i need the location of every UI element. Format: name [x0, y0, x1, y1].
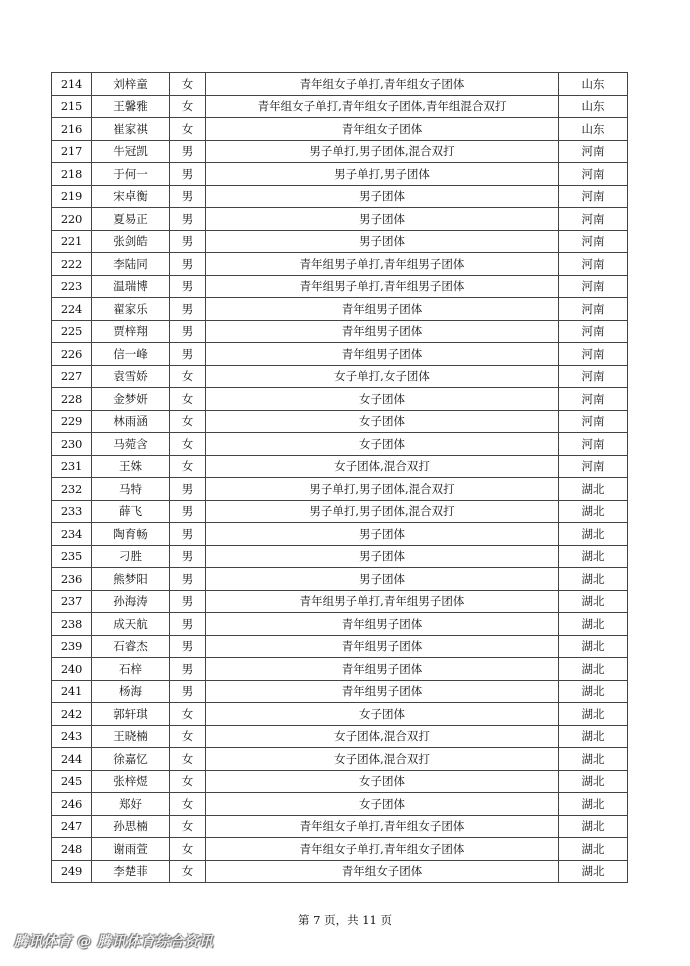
gender-cell: 男	[170, 275, 206, 298]
athlete-name-cell: 石睿杰	[92, 635, 170, 658]
table-row	[52, 73, 628, 96]
events-cell: 青年组女子团体	[206, 118, 559, 141]
row-number-cell: 246	[52, 793, 92, 816]
province-cell: 湖北	[559, 725, 628, 748]
athlete-name-cell: 陶育畅	[92, 523, 170, 546]
events-cell: 女子团体,混合双打	[206, 725, 559, 748]
province-cell: 河南	[559, 365, 628, 388]
province-cell: 河南	[559, 253, 628, 276]
row-number-cell: 226	[52, 343, 92, 366]
athlete-name-cell: 张梓煜	[92, 770, 170, 793]
row-number-cell: 221	[52, 230, 92, 253]
table-row	[52, 658, 628, 681]
athlete-name-cell: 宋卓衡	[92, 185, 170, 208]
province-cell: 湖北	[559, 478, 628, 501]
row-number-cell: 216	[52, 118, 92, 141]
gender-cell: 男	[170, 163, 206, 186]
province-cell: 湖北	[559, 860, 628, 883]
province-cell: 河南	[559, 163, 628, 186]
athlete-name-cell: 王晓楠	[92, 725, 170, 748]
province-cell: 湖北	[559, 748, 628, 771]
table-row	[52, 298, 628, 321]
table-row	[52, 748, 628, 771]
events-cell: 男子团体	[206, 568, 559, 591]
gender-cell: 女	[170, 73, 206, 96]
province-cell: 山东	[559, 118, 628, 141]
events-cell: 青年组男子团体	[206, 658, 559, 681]
athlete-name-cell: 夏易正	[92, 208, 170, 231]
events-cell: 青年组男子单打,青年组男子团体	[206, 253, 559, 276]
row-number-cell: 214	[52, 73, 92, 96]
table-row	[52, 140, 628, 163]
source-watermark: 腾讯体育 @ 腾讯体育综合资讯	[14, 934, 214, 950]
events-cell: 青年组男子单打,青年组男子团体	[206, 590, 559, 613]
province-cell: 河南	[559, 343, 628, 366]
events-cell: 青年组男子团体	[206, 298, 559, 321]
events-cell: 青年组男子团体	[206, 320, 559, 343]
events-cell: 女子团体	[206, 770, 559, 793]
province-cell: 湖北	[559, 658, 628, 681]
row-number-cell: 243	[52, 725, 92, 748]
gender-cell: 女	[170, 770, 206, 793]
province-cell: 河南	[559, 298, 628, 321]
athlete-name-cell: 杨海	[92, 680, 170, 703]
province-cell: 河南	[559, 410, 628, 433]
events-cell: 男子单打,男子团体,混合双打	[206, 478, 559, 501]
events-cell: 女子团体	[206, 793, 559, 816]
row-number-cell: 218	[52, 163, 92, 186]
table-row	[52, 275, 628, 298]
events-cell: 青年组男子单打,青年组男子团体	[206, 275, 559, 298]
events-cell: 男子团体	[206, 185, 559, 208]
row-number-cell: 217	[52, 140, 92, 163]
province-cell: 河南	[559, 208, 628, 231]
table-row	[52, 320, 628, 343]
table-row	[52, 433, 628, 456]
table-row	[52, 455, 628, 478]
province-cell: 湖北	[559, 613, 628, 636]
row-number-cell: 219	[52, 185, 92, 208]
athlete-name-cell: 信一峰	[92, 343, 170, 366]
athlete-name-cell: 刁胜	[92, 545, 170, 568]
athlete-name-cell: 李楚菲	[92, 860, 170, 883]
row-number-cell: 239	[52, 635, 92, 658]
events-cell: 女子团体,混合双打	[206, 748, 559, 771]
row-number-cell: 237	[52, 590, 92, 613]
table-row	[52, 838, 628, 861]
table-row	[52, 725, 628, 748]
province-cell: 河南	[559, 185, 628, 208]
gender-cell: 女	[170, 388, 206, 411]
row-number-cell: 231	[52, 455, 92, 478]
table-row	[52, 365, 628, 388]
athlete-name-cell: 贾梓翔	[92, 320, 170, 343]
events-cell: 男子团体	[206, 208, 559, 231]
row-number-cell: 223	[52, 275, 92, 298]
table-row	[52, 500, 628, 523]
gender-cell: 女	[170, 455, 206, 478]
table-row	[52, 770, 628, 793]
athlete-name-cell: 马菀含	[92, 433, 170, 456]
gender-cell: 男	[170, 568, 206, 591]
row-number-cell: 230	[52, 433, 92, 456]
gender-cell: 男	[170, 680, 206, 703]
row-number-cell: 233	[52, 500, 92, 523]
athlete-name-cell: 牛冠凯	[92, 140, 170, 163]
events-cell: 女子团体	[206, 433, 559, 456]
row-number-cell: 247	[52, 815, 92, 838]
events-cell: 女子团体	[206, 410, 559, 433]
gender-cell: 女	[170, 95, 206, 118]
events-cell: 青年组女子团体	[206, 860, 559, 883]
province-cell: 河南	[559, 140, 628, 163]
province-cell: 河南	[559, 455, 628, 478]
events-cell: 青年组女子单打,青年组女子团体	[206, 73, 559, 96]
athlete-name-cell: 郭轩琪	[92, 703, 170, 726]
table-row	[52, 118, 628, 141]
gender-cell: 男	[170, 230, 206, 253]
table-row	[52, 343, 628, 366]
gender-cell: 男	[170, 208, 206, 231]
events-cell: 青年组女子单打,青年组女子团体	[206, 838, 559, 861]
province-cell: 河南	[559, 230, 628, 253]
province-cell: 湖北	[559, 703, 628, 726]
gender-cell: 男	[170, 635, 206, 658]
athlete-name-cell: 成天航	[92, 613, 170, 636]
gender-cell: 女	[170, 725, 206, 748]
gender-cell: 女	[170, 838, 206, 861]
athlete-name-cell: 刘梓童	[92, 73, 170, 96]
table-row	[52, 703, 628, 726]
events-cell: 青年组男子团体	[206, 680, 559, 703]
events-cell: 女子团体,混合双打	[206, 455, 559, 478]
events-cell: 女子团体	[206, 388, 559, 411]
athlete-name-cell: 马特	[92, 478, 170, 501]
page-number: 第 7 页，共 11 页	[297, 913, 393, 927]
table-row	[52, 95, 628, 118]
roster-table-body	[52, 73, 628, 883]
table-row	[52, 860, 628, 883]
table-row	[52, 545, 628, 568]
table-row	[52, 253, 628, 276]
table-row	[52, 410, 628, 433]
row-number-cell: 241	[52, 680, 92, 703]
table-row	[52, 523, 628, 546]
row-number-cell: 222	[52, 253, 92, 276]
events-cell: 男子单打,男子团体	[206, 163, 559, 186]
row-number-cell: 245	[52, 770, 92, 793]
table-row	[52, 635, 628, 658]
gender-cell: 女	[170, 410, 206, 433]
table-row	[52, 793, 628, 816]
row-number-cell: 238	[52, 613, 92, 636]
events-cell: 青年组女子单打,青年组女子团体,青年组混合双打	[206, 95, 559, 118]
table-row	[52, 185, 628, 208]
row-number-cell: 228	[52, 388, 92, 411]
athlete-name-cell: 谢雨萱	[92, 838, 170, 861]
row-number-cell: 224	[52, 298, 92, 321]
roster-table-container	[51, 72, 627, 883]
gender-cell: 女	[170, 365, 206, 388]
athlete-name-cell: 熊梦阳	[92, 568, 170, 591]
gender-cell: 男	[170, 590, 206, 613]
athlete-name-cell: 温瑞博	[92, 275, 170, 298]
table-row	[52, 613, 628, 636]
province-cell: 湖北	[559, 568, 628, 591]
row-number-cell: 220	[52, 208, 92, 231]
province-cell: 湖北	[559, 770, 628, 793]
row-number-cell: 234	[52, 523, 92, 546]
row-number-cell: 225	[52, 320, 92, 343]
province-cell: 湖北	[559, 838, 628, 861]
athlete-name-cell: 孙海涛	[92, 590, 170, 613]
row-number-cell: 242	[52, 703, 92, 726]
table-row	[52, 815, 628, 838]
gender-cell: 男	[170, 140, 206, 163]
table-row	[52, 388, 628, 411]
province-cell: 湖北	[559, 793, 628, 816]
table-row	[52, 680, 628, 703]
events-cell: 女子单打,女子团体	[206, 365, 559, 388]
table-row	[52, 163, 628, 186]
table-row	[52, 478, 628, 501]
province-cell: 湖北	[559, 545, 628, 568]
roster-table	[51, 72, 628, 883]
events-cell: 青年组男子团体	[206, 613, 559, 636]
gender-cell: 男	[170, 320, 206, 343]
row-number-cell: 232	[52, 478, 92, 501]
events-cell: 青年组男子团体	[206, 343, 559, 366]
athlete-name-cell: 张剑皓	[92, 230, 170, 253]
table-row	[52, 230, 628, 253]
athlete-name-cell: 石梓	[92, 658, 170, 681]
gender-cell: 男	[170, 253, 206, 276]
athlete-name-cell: 金梦妍	[92, 388, 170, 411]
row-number-cell: 235	[52, 545, 92, 568]
table-row	[52, 568, 628, 591]
province-cell: 湖北	[559, 635, 628, 658]
province-cell: 河南	[559, 320, 628, 343]
gender-cell: 男	[170, 545, 206, 568]
events-cell: 男子团体	[206, 545, 559, 568]
athlete-name-cell: 李陆同	[92, 253, 170, 276]
row-number-cell: 244	[52, 748, 92, 771]
athlete-name-cell: 薛飞	[92, 500, 170, 523]
events-cell: 男子单打,男子团体,混合双打	[206, 140, 559, 163]
province-cell: 湖北	[559, 523, 628, 546]
table-row	[52, 590, 628, 613]
gender-cell: 男	[170, 185, 206, 208]
events-cell: 男子团体	[206, 230, 559, 253]
province-cell: 河南	[559, 275, 628, 298]
row-number-cell: 227	[52, 365, 92, 388]
gender-cell: 男	[170, 500, 206, 523]
gender-cell: 女	[170, 748, 206, 771]
athlete-name-cell: 王姝	[92, 455, 170, 478]
gender-cell: 男	[170, 658, 206, 681]
athlete-name-cell: 于何一	[92, 163, 170, 186]
events-cell: 青年组男子团体	[206, 635, 559, 658]
gender-cell: 男	[170, 343, 206, 366]
row-number-cell: 240	[52, 658, 92, 681]
gender-cell: 女	[170, 433, 206, 456]
province-cell: 湖北	[559, 680, 628, 703]
athlete-name-cell: 崔家祺	[92, 118, 170, 141]
athlete-name-cell: 王馨雅	[92, 95, 170, 118]
gender-cell: 女	[170, 815, 206, 838]
table-row	[52, 208, 628, 231]
events-cell: 男子团体	[206, 523, 559, 546]
gender-cell: 女	[170, 860, 206, 883]
athlete-name-cell: 郑好	[92, 793, 170, 816]
athlete-name-cell: 袁雪娇	[92, 365, 170, 388]
gender-cell: 女	[170, 793, 206, 816]
gender-cell: 男	[170, 523, 206, 546]
row-number-cell: 249	[52, 860, 92, 883]
gender-cell: 男	[170, 613, 206, 636]
events-cell: 青年组女子单打,青年组女子团体	[206, 815, 559, 838]
athlete-name-cell: 翟家乐	[92, 298, 170, 321]
athlete-name-cell: 孙思楠	[92, 815, 170, 838]
row-number-cell: 248	[52, 838, 92, 861]
row-number-cell: 215	[52, 95, 92, 118]
events-cell: 女子团体	[206, 703, 559, 726]
province-cell: 山东	[559, 73, 628, 96]
gender-cell: 女	[170, 703, 206, 726]
province-cell: 湖北	[559, 815, 628, 838]
gender-cell: 女	[170, 118, 206, 141]
gender-cell: 男	[170, 478, 206, 501]
province-cell: 湖北	[559, 500, 628, 523]
row-number-cell: 236	[52, 568, 92, 591]
athlete-name-cell: 徐嘉忆	[92, 748, 170, 771]
province-cell: 河南	[559, 388, 628, 411]
province-cell: 湖北	[559, 590, 628, 613]
province-cell: 河南	[559, 433, 628, 456]
province-cell: 山东	[559, 95, 628, 118]
gender-cell: 男	[170, 298, 206, 321]
athlete-name-cell: 林雨涵	[92, 410, 170, 433]
row-number-cell: 229	[52, 410, 92, 433]
events-cell: 男子单打,男子团体,混合双打	[206, 500, 559, 523]
